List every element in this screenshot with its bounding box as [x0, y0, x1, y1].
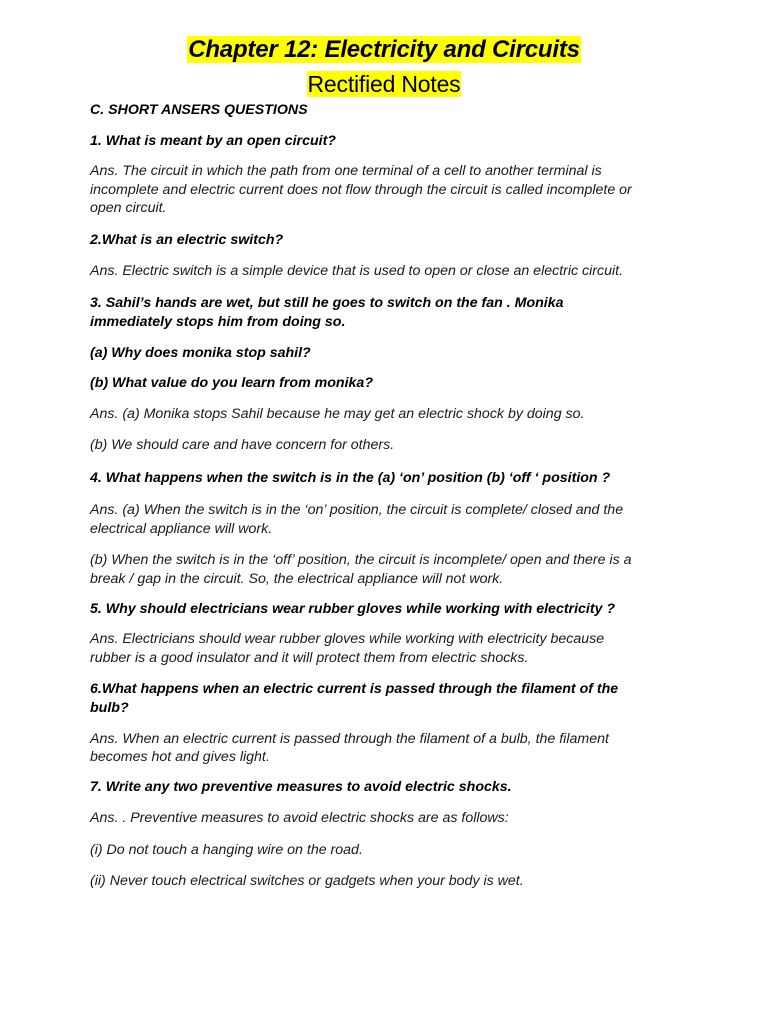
question-4: 4. What happens when the switch is in the (a) ‘on’ position (b) ‘off ‘ position ?: [90, 470, 611, 486]
answer-7-intro: Ans. . Preventive measures to avoid electric shocks are as follows:: [90, 810, 509, 826]
answer-6-line-2: becomes hot and gives light.: [90, 749, 270, 765]
answer-4b-line-1: (b) When the switch is in the ‘off’ position, the circuit is incomplete/ open and there is a: [90, 552, 632, 568]
question-5: 5. Why should electricians wear rubber gloves while working with electricity ?: [90, 601, 616, 617]
question-3b: (b) What value do you learn from monika?: [90, 375, 373, 391]
question-6-line-2: bulb?: [90, 700, 129, 716]
answer-5-line-1: Ans. Electricians should wear rubber gloves while working with electricity because: [90, 631, 605, 647]
question-1: 1. What is meant by an open circuit?: [90, 133, 336, 149]
page-title: [0, 36, 768, 64]
answer-4a-line-2: electrical appliance will work.: [90, 521, 273, 537]
answer-6-line-1: Ans. When an electric current is passed through the filament of a bulb, the filament: [90, 731, 609, 747]
answer-1-line-2: incomplete and electric current does not flow through the circuit is called incomplete or: [90, 182, 632, 198]
answer-4b-line-2: break / gap in the circuit. So, the electrical appliance will not work.: [90, 571, 504, 587]
page-subtitle: [0, 70, 768, 98]
question-7: 7. Write any two preventive measures to avoid electric shocks.: [90, 779, 512, 795]
answer-7-i: (i) Do not touch a hanging wire on the road.: [90, 842, 363, 858]
notes-subtitle: Rectified Notes: [307, 71, 461, 97]
answer-3b: (b) We should care and have concern for others.: [90, 437, 395, 453]
answer-2: Ans. Electric switch is a simple device that is used to open or close an electric circuit.: [90, 263, 624, 279]
section-heading: C. SHORT ANSERS QUESTIONS: [90, 102, 308, 118]
question-6-line-1: 6.What happens when an electric current is passed through the filament of the: [90, 681, 619, 697]
answer-1-line-3: open circuit.: [90, 200, 167, 216]
answer-7-ii: (ii) Never touch electrical switches or gadgets when your body is wet.: [90, 873, 524, 889]
answer-1-line-1: Ans. The circuit in which the path from one terminal of a cell to another terminal is: [90, 163, 602, 179]
question-3a: (a) Why does monika stop sahil?: [90, 345, 311, 361]
question-2: 2.What is an electric switch?: [90, 232, 284, 248]
question-3-line-1: 3. Sahil’s hands are wet, but still he goes to switch on the fan . Monika: [90, 295, 564, 311]
chapter-title: Chapter 12: Electricity and Circuits: [188, 36, 580, 63]
question-3-line-2: immediately stops him from doing so.: [90, 314, 346, 330]
answer-5-line-2: rubber is a good insulator and it will protect them from electric shocks.: [90, 650, 529, 666]
answer-4a-line-1: Ans. (a) When the switch is in the ‘on’ position, the circuit is complete/ closed and the: [90, 502, 624, 518]
answer-3a: Ans. (a) Monika stops Sahil because he may get an electric shock by doing so.: [90, 406, 585, 422]
